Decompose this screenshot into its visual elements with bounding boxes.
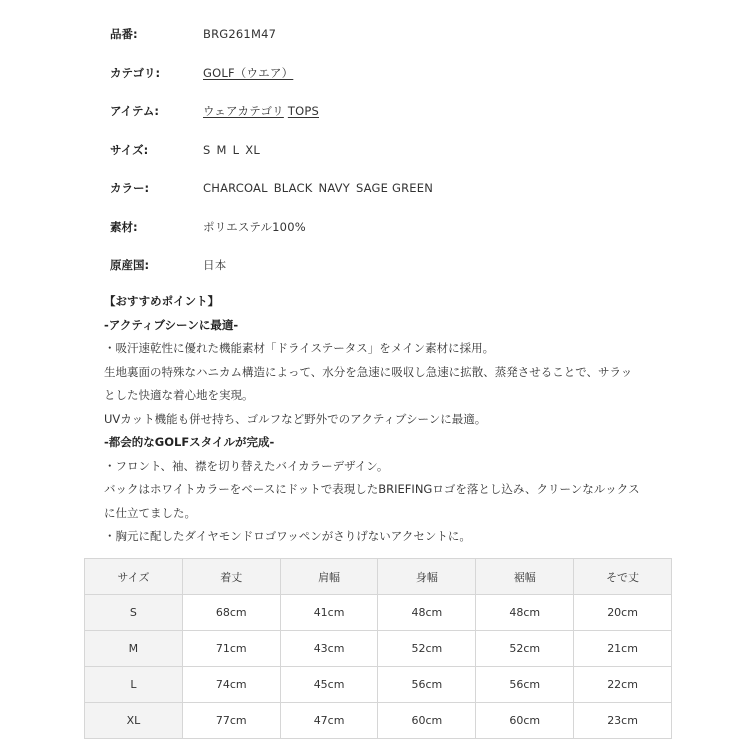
table-row	[85, 703, 672, 739]
description-heading: 【おすすめポイント】	[104, 294, 220, 308]
table-cell: 23cm	[574, 703, 672, 739]
table-cell: 43cm	[280, 631, 378, 667]
section-title: -都会的なGOLFスタイルが完成-	[104, 435, 275, 449]
category-link[interactable]: GOLF（ウエア）	[203, 65, 294, 80]
color-values	[203, 178, 439, 198]
spec-row-origin	[110, 255, 670, 294]
table-cell: 45cm	[280, 667, 378, 703]
size-cell: L	[85, 667, 183, 703]
column-header: 着丈	[182, 559, 280, 595]
size-chart-table	[84, 558, 672, 739]
color-option: NAVY	[318, 181, 350, 195]
table-cell: 68cm	[182, 595, 280, 631]
table-cell: 48cm	[476, 595, 574, 631]
table-cell: 52cm	[378, 631, 476, 667]
column-header: 裾幅	[476, 559, 574, 595]
description-line: ・胸元に配したダイヤモンドロゴワッペンがさりげないアクセントに。	[104, 529, 471, 543]
description-line: に仕立てました。	[104, 505, 196, 520]
spec-label: 原産国:	[110, 258, 150, 272]
spec-label: カテゴリ:	[110, 65, 161, 80]
table-cell: 20cm	[574, 595, 672, 631]
product-description	[104, 290, 704, 549]
description-line: ・吸汗速乾性に優れた機能素材「ドライステータス」をメイン素材に採用。	[104, 341, 495, 355]
section-title: -アクティブシーンに最適-	[104, 317, 239, 332]
color-option: SAGE GREEN	[355, 181, 434, 195]
size-option: XL	[245, 142, 260, 157]
spec-label: カラー:	[110, 181, 150, 195]
spec-label: 品番:	[110, 27, 138, 41]
table-cell: 56cm	[378, 667, 476, 703]
size-option: S	[203, 142, 211, 157]
spec-row-material	[110, 217, 670, 256]
column-header: サイズ	[85, 559, 183, 595]
description-line: UVカット機能も併せ持ち、ゴルフなど野外でのアクティブシーンに最適。	[104, 411, 487, 426]
spec-row-category	[110, 63, 670, 102]
column-header: 肩幅	[280, 559, 378, 595]
spec-label: サイズ:	[110, 142, 149, 157]
product-spec-list	[110, 24, 670, 294]
table-cell: 60cm	[476, 703, 574, 739]
origin-value: 日本	[203, 258, 227, 272]
table-cell: 77cm	[182, 703, 280, 739]
material-value: ポリエステル100%	[203, 219, 306, 234]
table-cell: 22cm	[574, 667, 672, 703]
table-cell: 60cm	[378, 703, 476, 739]
product-code-value: BRG261M47	[203, 27, 277, 41]
size-cell: XL	[85, 703, 183, 739]
description-line: バックはホワイトカラーをベースにドットで表現したBRIEFINGロゴを落とし込み、クリーンなルックス	[104, 482, 640, 496]
size-option: M	[216, 142, 227, 157]
table-cell: 21cm	[574, 631, 672, 667]
table-row	[85, 667, 672, 703]
table-cell: 52cm	[476, 631, 574, 667]
description-line: とした快適な着心地を実現。	[104, 388, 254, 402]
color-option: BLACK	[273, 181, 313, 195]
table-cell: 41cm	[280, 595, 378, 631]
size-option: L	[232, 142, 240, 157]
spec-row-size	[110, 140, 670, 179]
table-cell: 71cm	[182, 631, 280, 667]
spec-label: アイテム:	[110, 104, 159, 118]
size-cell: S	[85, 595, 183, 631]
description-line: 生地裏面の特殊なハニカム構造によって、水分を急速に吸収し急速に拡散、蒸発させることで、サラッ	[104, 364, 633, 379]
wear-category-link[interactable]: ウェアカテゴリ	[203, 104, 284, 118]
table-cell: 56cm	[476, 667, 574, 703]
size-values	[203, 140, 266, 160]
table-header-row	[85, 559, 672, 595]
tops-link[interactable]: TOPS	[287, 104, 319, 118]
spec-row-color	[110, 178, 670, 217]
size-cell: M	[85, 631, 183, 667]
spec-value	[203, 63, 293, 83]
column-header: 身幅	[378, 559, 476, 595]
description-line: ・フロント、袖、襟を切り替えたバイカラーデザイン。	[104, 458, 389, 473]
spec-value	[203, 101, 319, 121]
table-row	[85, 631, 672, 667]
table-cell: 48cm	[378, 595, 476, 631]
spec-label: 素材:	[110, 219, 138, 234]
spec-row-item	[110, 101, 670, 140]
color-option: CHARCOAL	[203, 181, 268, 195]
table-row	[85, 595, 672, 631]
column-header: そで丈	[574, 559, 672, 595]
table-cell: 74cm	[182, 667, 280, 703]
table-cell: 47cm	[280, 703, 378, 739]
spec-row-product-code	[110, 24, 670, 63]
